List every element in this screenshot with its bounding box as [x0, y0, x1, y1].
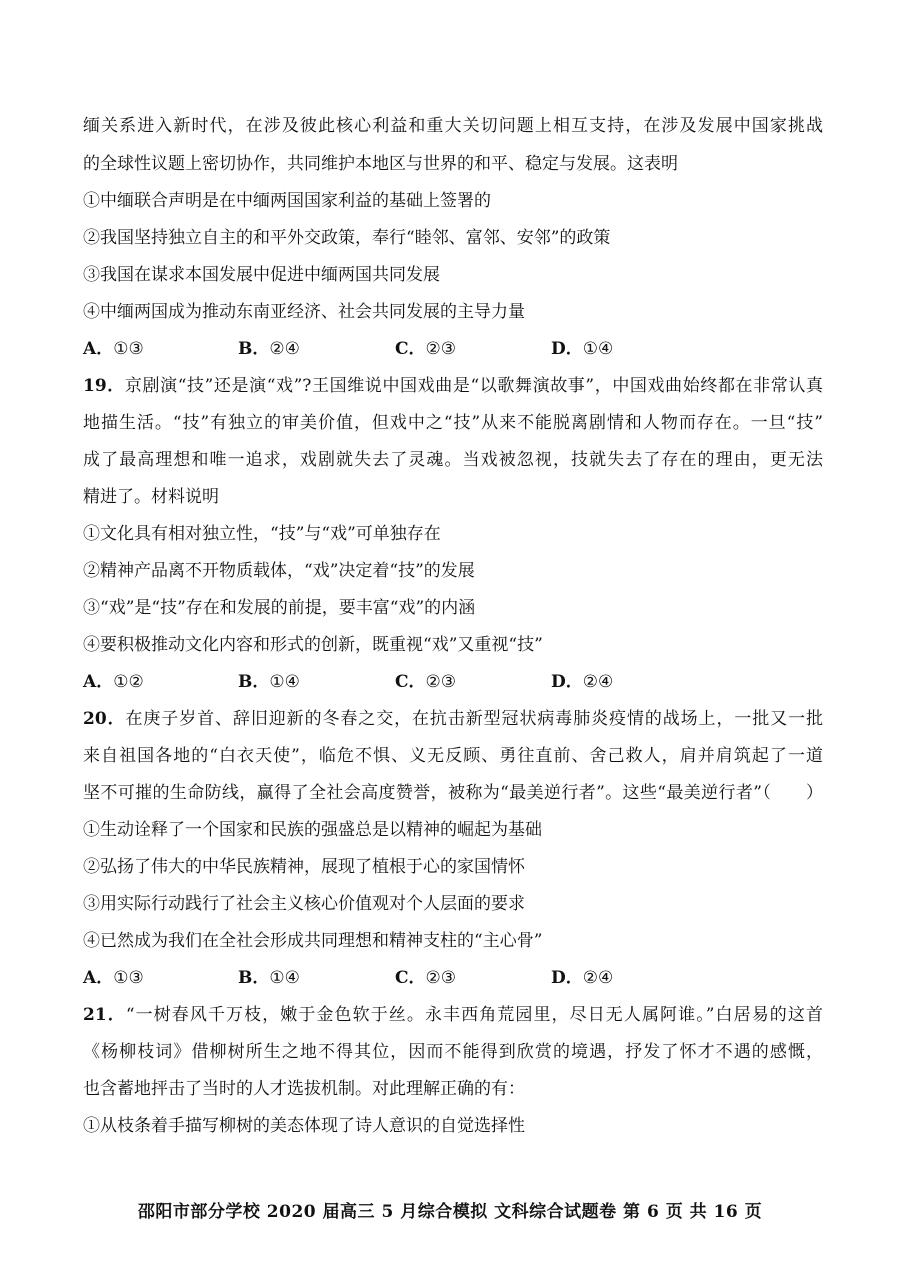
- q18-option-a-value: ①③: [113, 339, 144, 359]
- q18-option-a: [83, 337, 144, 361]
- q19-option-d-value: ②④: [582, 672, 614, 692]
- q18-stem-line-1: 缅关系进入新时代，在涉及彼此核心利益和重大关切问题上相互支持，在涉及发展中国家挑战: [83, 116, 823, 136]
- q20-option-a-label: A．: [83, 968, 114, 988]
- q20-statement-3: ③用实际行动践行了社会主义核心价值观对个人层面的要求: [83, 894, 525, 914]
- q19-option-a-label: A．: [83, 672, 114, 692]
- q20-option-d: [551, 966, 613, 990]
- q21-statement-1: ①从枝条着手描写柳树的美态体现了诗人意识的自觉选择性: [83, 1116, 525, 1136]
- q19-stem-line-4: 精进了。材料说明: [83, 487, 219, 507]
- q19-statement-3: ③“戏”是“技”存在和发展的前提，要丰富“戏”的内涵: [83, 598, 476, 618]
- q19-option-c-value: ②③: [425, 672, 457, 692]
- q20-options: [83, 966, 823, 990]
- q19-options: [83, 670, 823, 694]
- q19-option-b: [238, 670, 300, 694]
- q20-option-a-value: ①③: [113, 968, 144, 988]
- q20-option-b: [238, 966, 300, 990]
- q18-option-c: [395, 337, 456, 361]
- q20-option-b-label: B．: [238, 968, 270, 988]
- q18-statement-1: ①中缅联合声明是在中缅两国国家利益的基础上签署的: [83, 191, 491, 211]
- q19-option-c-label: C．: [395, 672, 426, 692]
- q18-option-b: [238, 337, 300, 361]
- q20-option-d-value: ②④: [582, 968, 614, 988]
- q20-stem-text-1: 在庚子岁首、辞旧迎新的冬春之交，在抗击新型冠状病毒肺炎疫情的战场上，一批又一批: [125, 709, 823, 729]
- q20-statement-4: ④已然成为我们在全社会形成共同理想和精神支柱的“主心骨”: [83, 931, 543, 951]
- q19-option-c: [395, 670, 456, 694]
- q20-option-b-value: ①④: [269, 968, 300, 988]
- page-footer: 邵阳市部分学校 2020 届高三 5 月综合模拟 文科综合试题卷 第 6 页 共 16 页: [137, 1202, 763, 1222]
- q21-stem-text-1: “一树春风千万枝，嫩于金色软于丝。永丰西角荒园里，尽日无人属阿谁。”白居易的这首: [125, 1005, 823, 1025]
- q18-stem-line-2: 的全球性议题上密切协作，共同维护本地区与世界的和平、稳定与发展。这表明: [83, 154, 678, 174]
- q20-stem-line-3: 坚不可摧的生命防线，赢得了全社会高度赞誉，被称为“最美逆行者”。这些“最美逆行者”（ ）: [83, 783, 823, 803]
- q19-option-d-label: D．: [551, 672, 583, 692]
- q18-option-b-value: ②④: [269, 339, 300, 359]
- q19-option-d: [551, 670, 613, 694]
- q19-stem-text-1: 京剧演“技”还是演“戏”?王国维说中国戏曲是“以歌舞演故事”，中国戏曲始终都在非常认真: [124, 376, 823, 396]
- q21-number: 21．: [83, 1005, 126, 1025]
- q19-option-b-value: ①④: [269, 672, 300, 692]
- q20-option-d-label: D．: [551, 968, 583, 988]
- q19-option-b-label: B．: [238, 672, 270, 692]
- q18-option-a-label: A．: [83, 339, 114, 359]
- q20-option-c-value: ②③: [425, 968, 457, 988]
- q19-option-a-value: ①②: [113, 672, 144, 692]
- q18-statement-2: ②我国坚持独立自主的和平外交政策，奉行“睦邻、富邻、安邻”的政策: [83, 228, 611, 248]
- q18-option-c-value: ②③: [425, 339, 457, 359]
- q18-option-d-label: D．: [551, 339, 583, 359]
- q21-stem-line-2: 《杨柳枝词》借柳树所生之地不得其位，因而不能得到欣赏的境遇，抒发了怀才不遇的感慨，: [83, 1042, 823, 1062]
- q20-option-c: [395, 966, 456, 990]
- q18-options: [83, 337, 823, 361]
- q19-statement-1: ①文化具有相对独立性，“技”与“戏”可单独存在: [83, 524, 441, 544]
- q20-statement-1: ①生动诠释了一个国家和民族的强盛总是以精神的崛起为基础: [83, 820, 542, 840]
- q20-statement-2: ②弘扬了伟大的中华民族精神，展现了植根于心的家国情怀: [83, 857, 525, 877]
- q20-stem-line-1: [83, 707, 823, 731]
- q20-option-c-label: C．: [395, 968, 426, 988]
- q21-stem-line-1: [83, 1003, 823, 1027]
- q19-stem-line-2: 地描生活。“技”有独立的审美价值，但戏中之“技”从来不能脱离剧情和人物而存在。一旦“技”: [83, 413, 823, 433]
- q20-option-a: [83, 966, 144, 990]
- q18-option-d-value: ①④: [582, 339, 614, 359]
- q19-statement-4: ④要积极推动文化内容和形式的创新，既重视“戏”又重视“技”: [83, 635, 543, 655]
- q18-statement-3: ③我国在谋求本国发展中促进中缅两国共同发展: [83, 265, 440, 285]
- q19-option-a: [83, 670, 144, 694]
- q21-stem-line-3: 也含蓄地抨击了当时的人才选拔机制。对此理解正确的有：: [83, 1079, 525, 1099]
- q19-statement-2: ②精神产品离不开物质载体，“戏”决定着“技”的发展: [83, 561, 475, 581]
- q18-option-b-label: B．: [238, 339, 270, 359]
- q18-option-d: [551, 337, 613, 361]
- q19-number: 19．: [83, 376, 125, 396]
- q18-option-c-label: C．: [395, 339, 426, 359]
- q19-stem-line-3: 成了最高理想和唯一追求，戏剧就失去了灵魂。当戏被忽视，技就失去了存在的理由，更无法: [83, 450, 823, 470]
- q18-statement-4: ④中缅两国成为推动东南亚经济、社会共同发展的主导力量: [83, 302, 525, 322]
- q20-stem-line-2: 来自祖国各地的“白衣天使”，临危不惧、义无反顾、勇往直前、舍己救人，肩并肩筑起了一道: [83, 746, 823, 766]
- q19-stem-line-1: [83, 374, 823, 398]
- q20-number: 20．: [83, 709, 126, 729]
